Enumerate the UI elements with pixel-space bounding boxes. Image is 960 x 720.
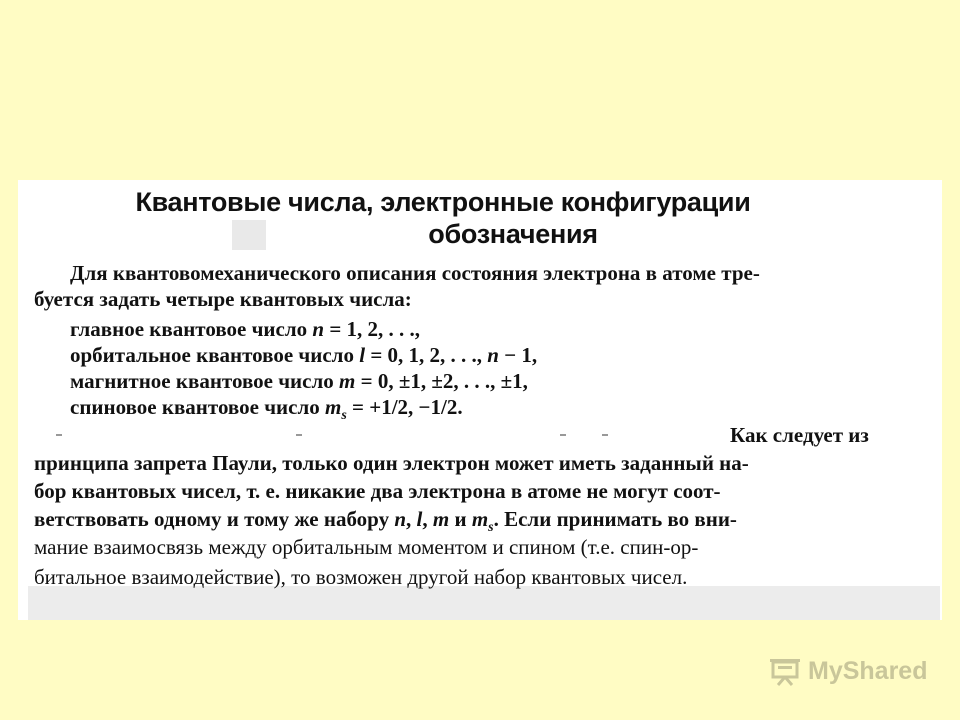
qn-label: главное квантовое число	[70, 317, 313, 341]
qn-symbol: n	[312, 317, 325, 341]
qn-symbol: m	[339, 369, 356, 393]
qn-values: = +1/2, −1/2.	[346, 395, 463, 419]
quantum-number-magnetic	[70, 368, 528, 394]
pauli-line-5: мание взаимосвязь между орбитальным моментом и спином (т.е. спин-ор-	[34, 535, 699, 559]
qn-subscript: s	[341, 408, 347, 423]
scan-artifact	[28, 586, 940, 620]
qn-values: = 0, 1, 2, . . .,	[365, 343, 488, 367]
qn-values: = 1, 2, . . .,	[324, 317, 421, 341]
symbol-m: m	[432, 507, 450, 531]
qn-symbol: l	[359, 343, 366, 367]
separator: ,	[422, 507, 433, 531]
qn-label: спиновое квантовое число	[70, 395, 325, 419]
scanned-page	[18, 180, 942, 620]
quantum-number-orbital	[70, 342, 537, 368]
watermark	[768, 656, 927, 686]
separator: ,	[406, 507, 417, 531]
watermark-text: MyShared	[808, 656, 928, 685]
text-run: . Если принимать во вни-	[493, 507, 737, 531]
pauli-line-3: бор квантовых чисел, т. е. никакие два электрона в атоме не могут соот-	[34, 479, 721, 503]
projector-screen-icon	[768, 656, 802, 686]
intro-line-2: буется задать четыре квантовых числа:	[34, 287, 412, 311]
symbol-l: l	[416, 507, 423, 531]
title-line-1: Квантовые числа, электронные конфигурации	[135, 187, 751, 217]
symbol-n: n	[394, 507, 407, 531]
document-title	[18, 186, 848, 250]
pauli-line-6: битальное взаимодействие), то возможен другой набор квантовых чисел.	[34, 565, 688, 589]
pauli-line-2: принципа запрета Паули, только один электрон может иметь заданный на-	[34, 451, 749, 475]
scan-dash	[602, 434, 608, 436]
scan-dash	[560, 434, 566, 436]
scan-dash	[56, 434, 62, 436]
quantum-number-principal	[70, 316, 420, 342]
intro-line-1: Для квантовомеханического описания состояния электрона в атоме тре-	[70, 261, 760, 285]
title-line-2: обозначения	[428, 219, 598, 249]
quantum-number-spin	[70, 394, 463, 429]
qn-values-2: − 1,	[498, 343, 538, 367]
scan-dash	[296, 434, 302, 436]
text-run: ветствовать одному и тому же набору	[34, 507, 395, 531]
qn-symbol: m	[324, 395, 342, 419]
qn-label: орбитальное квантовое число	[70, 343, 360, 367]
qn-symbol-2: n	[487, 343, 499, 367]
symbol-ms-subscript: s	[488, 520, 494, 535]
qn-values: = 0, ±1, ±2, . . ., ±1,	[355, 369, 528, 393]
conjunction: и	[449, 507, 472, 531]
pauli-line-1: Как следует из	[730, 423, 869, 447]
qn-label: магнитное квантовое число	[70, 369, 340, 393]
symbol-ms: m	[471, 507, 489, 531]
